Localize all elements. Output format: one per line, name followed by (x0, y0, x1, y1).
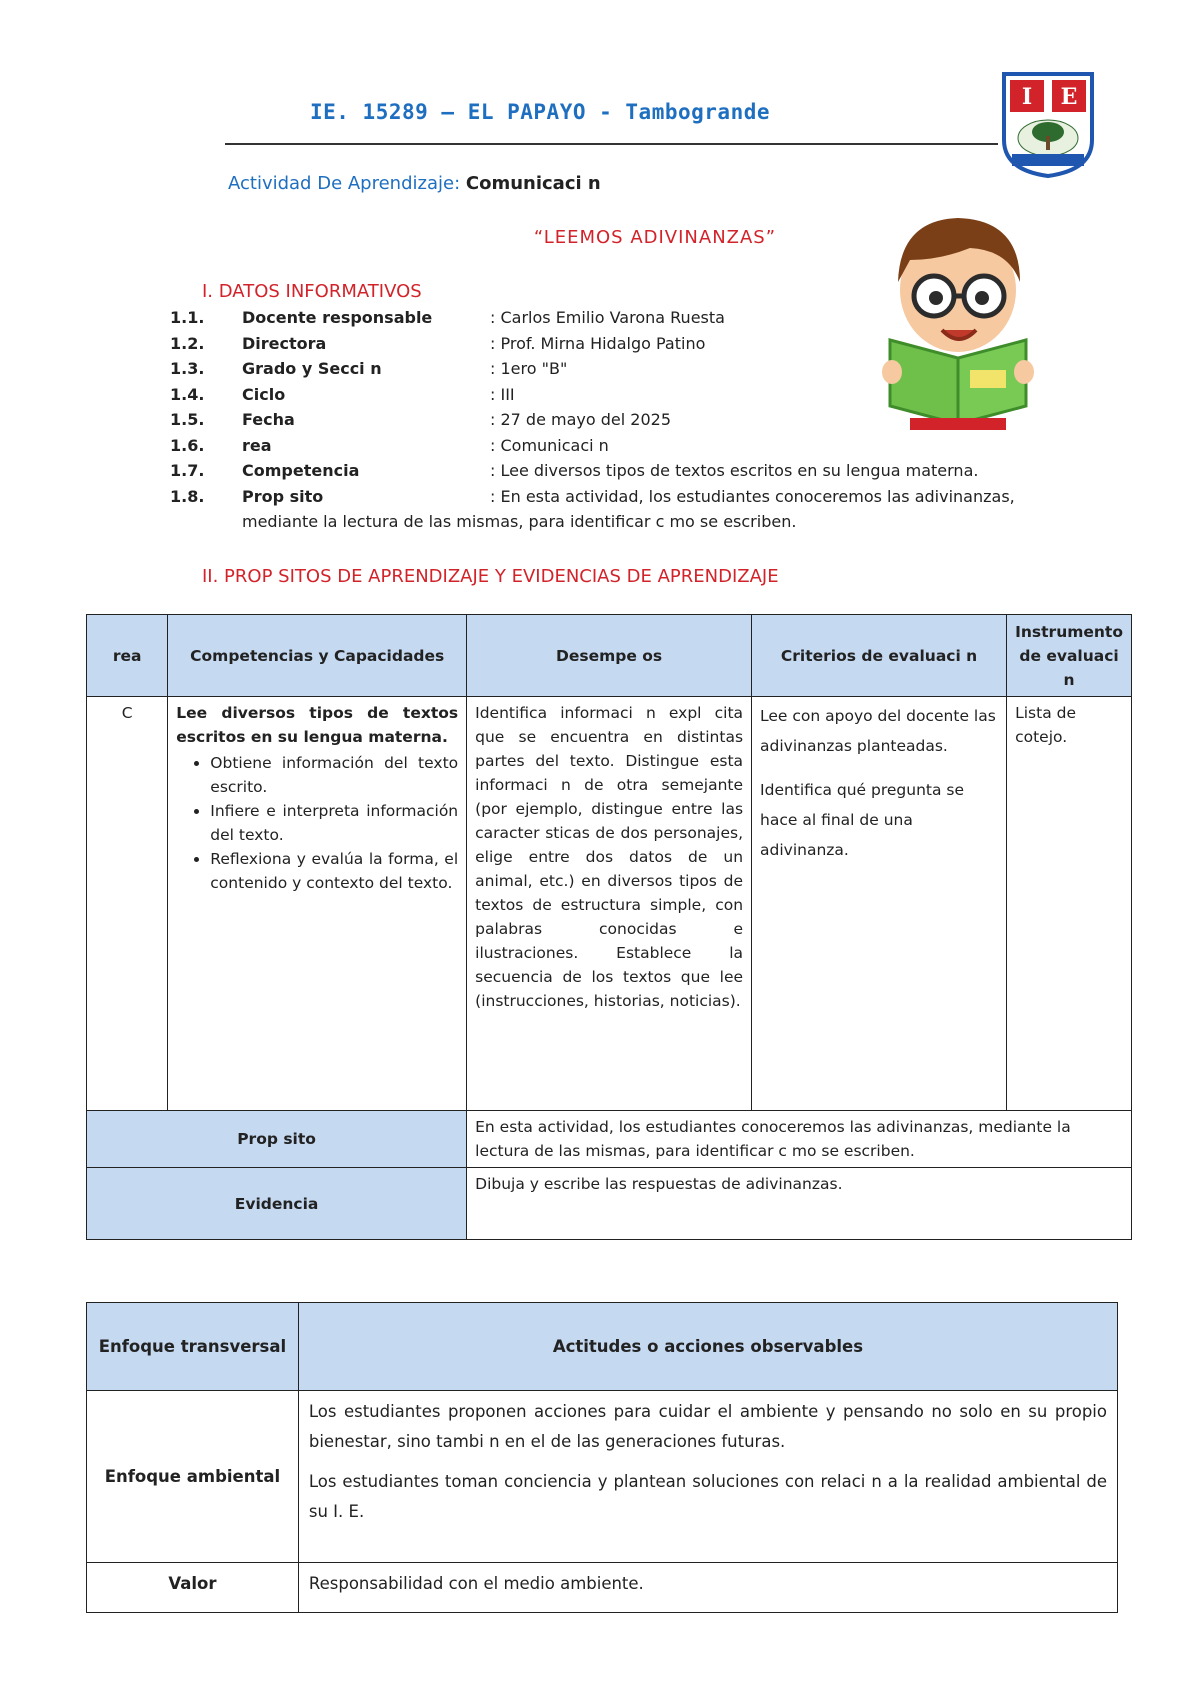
evidencia-row (87, 1168, 1132, 1240)
propositos-header-row (87, 615, 1132, 697)
area-cell: C (87, 697, 168, 1111)
enfoque-ambiental-label: Enfoque ambiental (87, 1391, 299, 1563)
info-num: 1.7. (170, 461, 205, 480)
valor-text: Responsabilidad con el medio ambiente. (298, 1563, 1117, 1613)
header-desempenos: Desempe os (467, 615, 752, 697)
info-key: Docente responsable (242, 308, 433, 327)
info-key: rea (242, 435, 272, 455)
info-row (170, 383, 1070, 407)
desempenos-cell: Identifica informaci n expl cita que se encuentra en distintas partes del texto. Distingue esta informaci n de otra semejante (por ejemplo, distingue entre las caracter sticas de dos personajes, elige entre dos datos de un animal, etc.) en diversos tipos de textos de estructura simple, con palabras conocidas e ilustraciones. Establece la secuencia de los textos que lee (instrucciones, historias, noticias). (467, 697, 752, 1111)
logo-letter-e: E (1060, 84, 1078, 110)
section2-title: II. PROP SITOS DE APRENDIZAJE Y EVIDENCIAS DE APRENDIZAJE (202, 566, 779, 587)
enfoque-table (86, 1302, 1118, 1613)
info-row (170, 332, 1070, 356)
info-value: : En esta actividad, los estudiantes conoceremos las adivinanzas, (490, 486, 1015, 506)
header-criterios: Criterios de evaluaci n (752, 615, 1007, 697)
info-key: Competencia (242, 461, 360, 480)
instrumento-cell: Lista de cotejo. (1007, 697, 1132, 1111)
info-key: Fecha (242, 410, 295, 429)
evidencia-label: Evidencia (87, 1168, 467, 1240)
info-num: 1.1. (170, 308, 205, 327)
logo-letter-i: I (1021, 84, 1033, 110)
proposito-row (87, 1111, 1132, 1168)
actitudes-cell (298, 1391, 1117, 1563)
propositos-content-row (87, 697, 1132, 1111)
activity-subtitle: “LEEMOS ADIVINANZAS” (533, 227, 777, 248)
info-row (170, 408, 1070, 432)
activity-value: Comunicaci n (465, 173, 601, 194)
info-num: 1.6. (170, 435, 205, 455)
info-key: Grado y Secci n (242, 359, 382, 378)
capacidad-item: • Reflexiona y evalúa la forma, el contenido y contexto del texto. (210, 847, 458, 895)
header-competencias: Competencias y Capacidades (168, 615, 467, 697)
capacidad-item: • Obtiene información del texto escrito. (210, 751, 458, 799)
evidencia-text: Dibuja y escribe las respuestas de adivinanzas. (467, 1168, 1132, 1240)
actitud-item: Los estudiantes proponen acciones para cuidar el ambiente y pensando no solo en su propio bienestar, sino tambi n en el de las generaciones futuras. (308, 1402, 1107, 1451)
header-instrumento: Instrumento de evaluaci n (1007, 615, 1132, 697)
info-num: 1.8. (170, 486, 205, 506)
info-value: : 1ero "B" (490, 359, 568, 378)
info-value: : 27 de mayo del 2025 (490, 410, 671, 429)
info-value: : III (490, 384, 515, 404)
school-title: IE. 15289 – EL PAPAYO - Tambogrande (309, 100, 770, 124)
info-key: Directora (242, 333, 327, 353)
propositos-table (86, 614, 1132, 1240)
info-row (170, 357, 1070, 381)
competencia-title: Lee diversos tipos de textos escritos en su lengua materna. (176, 704, 459, 746)
activity-label: Actividad De Aprendizaje: (228, 173, 461, 194)
criterios-cell (752, 697, 1007, 1111)
actitud-item: Los estudiantes toman conciencia y plantean soluciones con relaci n a la realidad ambiental de su I. E. (308, 1472, 1107, 1521)
capacidad-item: • Infiere e interpreta información del texto. (210, 799, 458, 847)
capacidades-list (176, 751, 458, 895)
info-key: Prop sito (242, 486, 324, 506)
proposito-label: Prop sito (87, 1111, 467, 1168)
enfoque-ambiental-row (87, 1391, 1118, 1563)
info-value: : Carlos Emilio Varona Ruesta (490, 308, 725, 327)
header-area: rea (87, 615, 168, 697)
info-num: 1.4. (170, 384, 205, 404)
info-row (170, 306, 1070, 330)
school-logo-icon (1000, 70, 1096, 178)
info-value: : Comunicaci n (490, 435, 609, 455)
info-value: : Prof. Mirna Hidalgo Patino (490, 333, 706, 353)
enfoque-header-row (87, 1303, 1118, 1391)
criterio-item: Lee con apoyo del docente las adivinanzas planteadas. (760, 707, 996, 755)
info-row (170, 459, 1070, 483)
info-num: 1.2. (170, 333, 205, 353)
activity-line (228, 173, 601, 194)
header-actitudes: Actitudes o acciones observables (298, 1303, 1117, 1391)
datos-informativos-list (170, 306, 1070, 536)
valor-row (87, 1563, 1118, 1613)
info-key: Ciclo (242, 384, 286, 404)
info-item8-continuation: mediante la lectura de las mismas, para identificar c mo se escriben. (242, 512, 797, 531)
proposito-text: En esta actividad, los estudiantes conoceremos las adivinanzas, mediante la lectura de las mismas, para identificar c mo se escriben. (467, 1111, 1132, 1168)
criterio-item: Identifica qué pregunta se hace al final de una adivinanza. (760, 781, 965, 859)
header-enfoque: Enfoque transversal (87, 1303, 299, 1391)
valor-label: Valor (87, 1563, 299, 1613)
section1-title: I. DATOS INFORMATIVOS (202, 281, 422, 302)
info-num: 1.5. (170, 410, 205, 429)
info-num: 1.3. (170, 359, 205, 378)
info-value: : Lee diversos tipos de textos escritos en su lengua materna. (490, 461, 979, 480)
info-row (170, 485, 1070, 509)
header-rule (225, 143, 998, 145)
info-row (170, 434, 1070, 458)
competencias-cell (168, 697, 467, 1111)
